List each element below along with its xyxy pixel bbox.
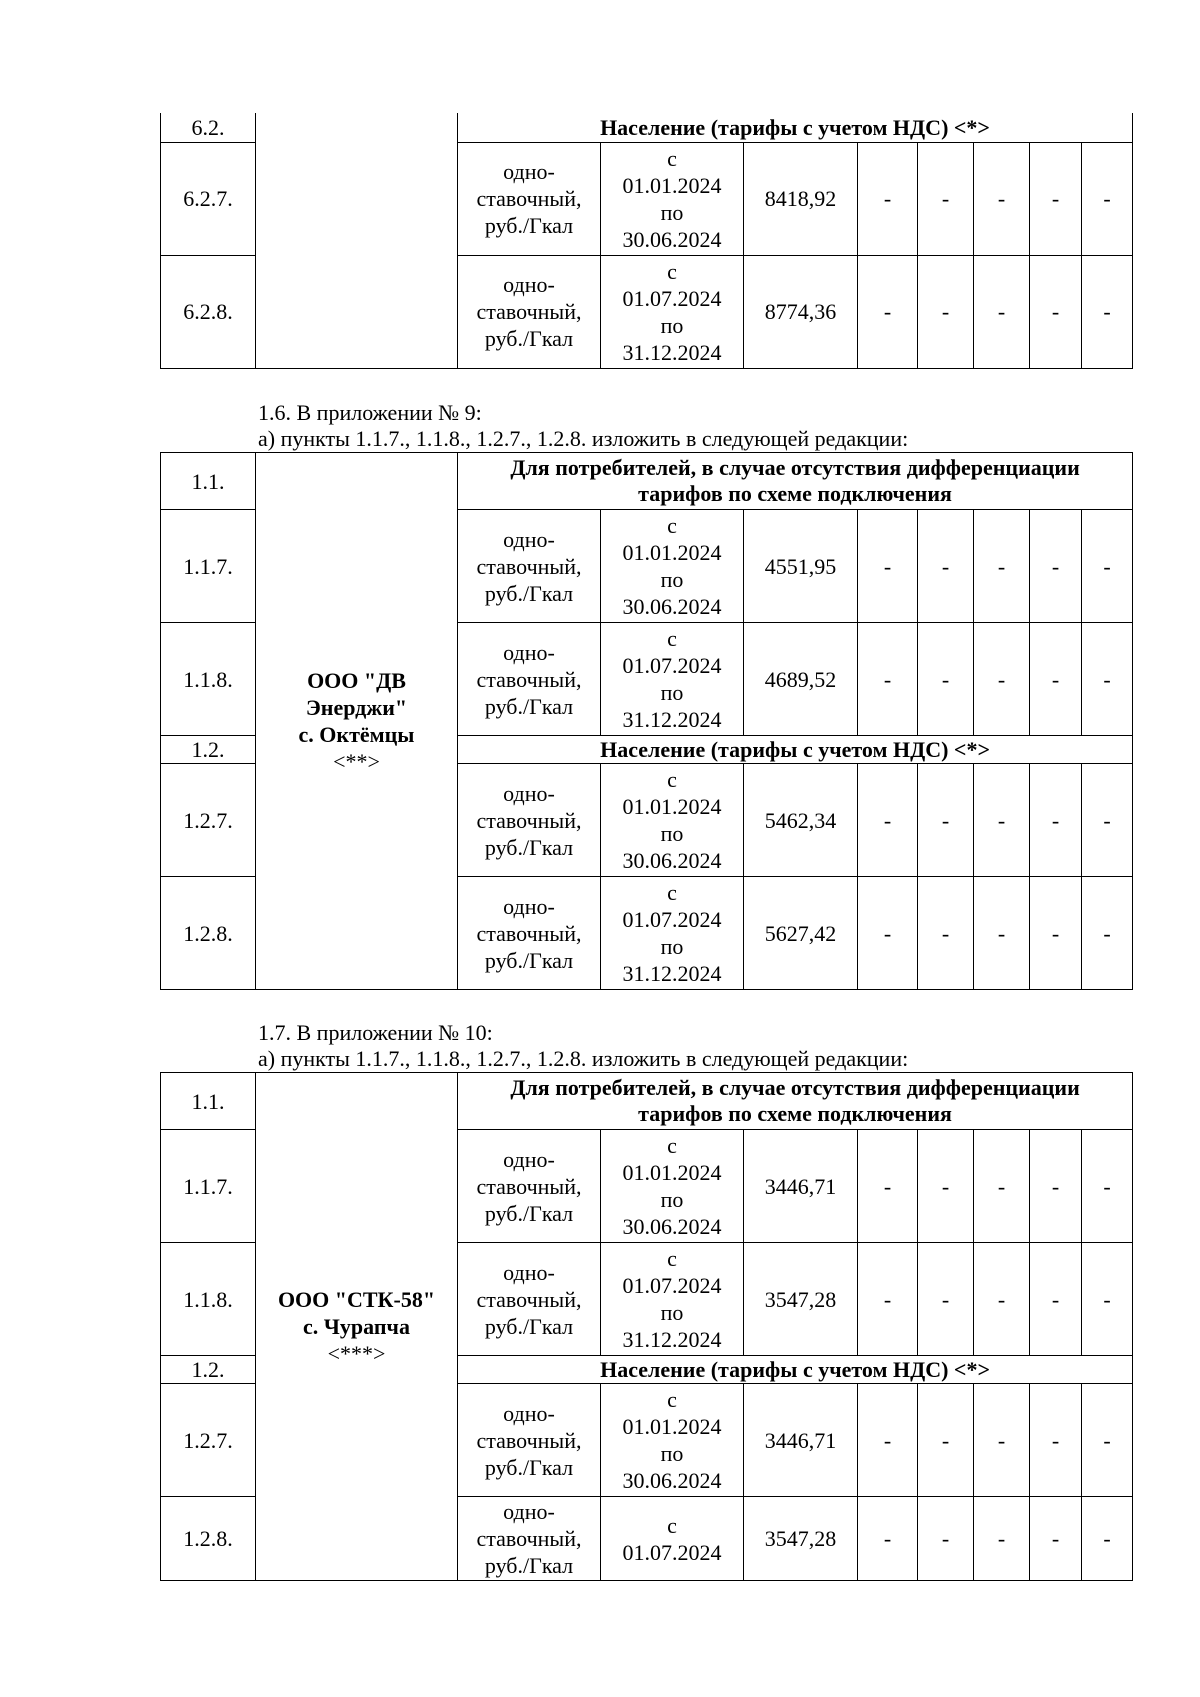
dash-cell: - xyxy=(1030,1497,1082,1581)
org-footnote: <***> xyxy=(327,1341,386,1366)
organization-name: ООО "ДВ Энерджи" с. Октёмцы <**> xyxy=(256,453,458,990)
dash-cell: - xyxy=(1082,877,1133,990)
dash-cell: - xyxy=(918,623,974,736)
section-10-instruction: а) пункты 1.1.7., 1.1.8., 1.2.7., 1.2.8. изложить в следующей редакции: xyxy=(258,1046,909,1071)
row-number: 1.1.8. xyxy=(161,623,256,736)
dash-cell: - xyxy=(974,510,1030,623)
dash-cell: - xyxy=(918,1130,974,1243)
tariff-value: 8418,92 xyxy=(744,142,858,255)
dash-cell: - xyxy=(1082,1243,1133,1356)
dash-cell: - xyxy=(1082,623,1133,736)
row-number: 6.2. xyxy=(161,113,256,142)
dash-cell: - xyxy=(974,1384,1030,1497)
row-number: 1.1.7. xyxy=(161,1130,256,1243)
tariff-type: одно- ставочный, руб./Гкал xyxy=(458,1497,601,1581)
row-number: 1.2.8. xyxy=(161,1497,256,1581)
organization-name: ООО "СТК-58" с. Чурапча <***> xyxy=(256,1073,458,1581)
row-number: 1.2.7. xyxy=(161,764,256,877)
tariff-period: с 01.01.2024 по 30.06.2024 xyxy=(601,1130,744,1243)
dash-cell: - xyxy=(1082,1130,1133,1243)
tariff-type: одно- ставочный, руб./Гкал xyxy=(458,1130,601,1243)
tariff-type: одно- ставочный, руб./Гкал xyxy=(458,1384,601,1497)
tariff-type: одно- ставочный, руб./Гкал xyxy=(458,764,601,877)
tariff-table-appendix-10 xyxy=(160,1072,1133,1581)
row-number: 1.2.8. xyxy=(161,877,256,990)
dash-cell: - xyxy=(858,1497,918,1581)
dash-cell: - xyxy=(918,142,974,255)
org-cell-empty xyxy=(256,113,458,368)
dash-cell: - xyxy=(1030,764,1082,877)
group-header: Население (тарифы с учетом НДС) <*> xyxy=(458,736,1133,764)
dash-cell: - xyxy=(858,1130,918,1243)
tariff-value: 8774,36 xyxy=(744,255,858,368)
group-header: Для потребителей, в случае отсутствия дифференциации тарифов по схеме подключения xyxy=(458,453,1133,510)
dash-cell: - xyxy=(918,1497,974,1581)
tariff-period: с 01.07.2024 по 31.12.2024 xyxy=(601,255,744,368)
section-9-title: 1.6. В приложении № 9: xyxy=(258,400,482,425)
dash-cell: - xyxy=(1030,1384,1082,1497)
dash-cell: - xyxy=(918,1243,974,1356)
dash-cell: - xyxy=(1082,510,1133,623)
dash-cell: - xyxy=(918,255,974,368)
tariff-value: 4551,95 xyxy=(744,510,858,623)
row-number: 6.2.7. xyxy=(161,142,256,255)
tariff-type: одно- ставочный, руб./Гкал xyxy=(458,142,601,255)
tariff-period: с 01.07.2024 по 31.12.2024 xyxy=(601,877,744,990)
dash-cell: - xyxy=(858,255,918,368)
dash-cell: - xyxy=(858,1384,918,1497)
row-number: 6.2.8. xyxy=(161,255,256,368)
dash-cell: - xyxy=(858,623,918,736)
dash-cell: - xyxy=(858,877,918,990)
row-number: 1.2.7. xyxy=(161,1384,256,1497)
dash-cell: - xyxy=(918,510,974,623)
tariff-period: с 01.01.2024 по 30.06.2024 xyxy=(601,510,744,623)
dash-cell: - xyxy=(918,1384,974,1497)
tariff-period: с 01.07.2024 xyxy=(601,1497,744,1581)
tariff-value: 3547,28 xyxy=(744,1243,858,1356)
dash-cell: - xyxy=(974,1130,1030,1243)
section-9-instruction: а) пункты 1.1.7., 1.1.8., 1.2.7., 1.2.8. изложить в следующей редакции: xyxy=(258,426,909,451)
dash-cell: - xyxy=(1030,623,1082,736)
tariff-value: 4689,52 xyxy=(744,623,858,736)
tariff-table-appendix-9 xyxy=(160,452,1133,990)
dash-cell: - xyxy=(974,877,1030,990)
dash-cell: - xyxy=(974,142,1030,255)
dash-cell: - xyxy=(974,764,1030,877)
group-number: 1.2. xyxy=(161,1356,256,1384)
dash-cell: - xyxy=(974,1243,1030,1356)
tariff-value: 3446,71 xyxy=(744,1130,858,1243)
tariff-period: с 01.01.2024 по 30.06.2024 xyxy=(601,1384,744,1497)
org-footnote: <**> xyxy=(333,749,380,774)
tariff-value: 5462,34 xyxy=(744,764,858,877)
dash-cell: - xyxy=(1030,142,1082,255)
dash-cell: - xyxy=(1082,1497,1133,1581)
section-10-title: 1.7. В приложении № 10: xyxy=(258,1020,493,1045)
tariff-value: 5627,42 xyxy=(744,877,858,990)
tariff-period: с 01.07.2024 по 31.12.2024 xyxy=(601,1243,744,1356)
tariff-type: одно- ставочный, руб./Гкал xyxy=(458,623,601,736)
tariff-type: одно- ставочный, руб./Гкал xyxy=(458,877,601,990)
dash-cell: - xyxy=(1030,255,1082,368)
tariff-type: одно- ставочный, руб./Гкал xyxy=(458,255,601,368)
tariff-period: с 01.01.2024 по 30.06.2024 xyxy=(601,764,744,877)
dash-cell: - xyxy=(1082,764,1133,877)
group-number: 1.2. xyxy=(161,736,256,764)
group-number: 1.1. xyxy=(161,453,256,510)
dash-cell: - xyxy=(1082,1384,1133,1497)
dash-cell: - xyxy=(858,142,918,255)
dash-cell: - xyxy=(858,510,918,623)
dash-cell: - xyxy=(858,1243,918,1356)
dash-cell: - xyxy=(974,1497,1030,1581)
dash-cell: - xyxy=(918,877,974,990)
tariff-type: одно- ставочный, руб./Гкал xyxy=(458,510,601,623)
dash-cell: - xyxy=(974,623,1030,736)
dash-cell: - xyxy=(1082,255,1133,368)
dash-cell: - xyxy=(858,764,918,877)
tariff-period: с 01.01.2024 по 30.06.2024 xyxy=(601,142,744,255)
tariff-period: с 01.07.2024 по 31.12.2024 xyxy=(601,623,744,736)
group-header: Население (тарифы с учетом НДС) <*> xyxy=(458,1356,1133,1384)
dash-cell: - xyxy=(1030,877,1082,990)
dash-cell: - xyxy=(1030,1243,1082,1356)
dash-cell: - xyxy=(1030,1130,1082,1243)
tariff-table-top xyxy=(160,113,1133,369)
row-number: 1.1.8. xyxy=(161,1243,256,1356)
dash-cell: - xyxy=(1082,142,1133,255)
dash-cell: - xyxy=(918,764,974,877)
dash-cell: - xyxy=(1030,510,1082,623)
group-number: 1.1. xyxy=(161,1073,256,1130)
row-number: 1.1.7. xyxy=(161,510,256,623)
tariff-value: 3547,28 xyxy=(744,1497,858,1581)
dash-cell: - xyxy=(974,255,1030,368)
group-header: Население (тарифы с учетом НДС) <*> xyxy=(458,113,1133,142)
tariff-value: 3446,71 xyxy=(744,1384,858,1497)
tariff-type: одно- ставочный, руб./Гкал xyxy=(458,1243,601,1356)
group-header: Для потребителей, в случае отсутствия дифференциации тарифов по схеме подключения xyxy=(458,1073,1133,1130)
